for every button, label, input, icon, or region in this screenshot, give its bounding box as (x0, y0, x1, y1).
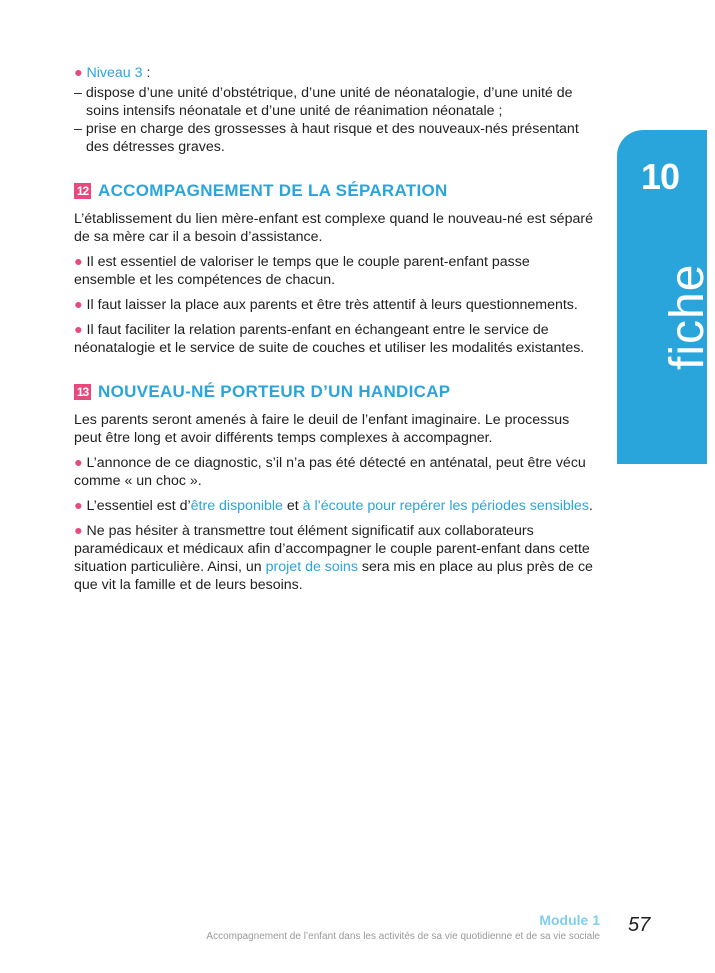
section-13-bullet-2-post: . (588, 498, 593, 514)
section-12-heading (74, 182, 594, 200)
highlight-projet-de-soins: projet de soins (265, 559, 358, 575)
bullet-icon: ● (74, 523, 83, 539)
niveau3-heading (74, 64, 594, 82)
section-13-bullet-1 (74, 454, 594, 490)
bullet-icon: ● (74, 322, 83, 338)
section-13-bullet-3-post: sera mis en place au plus près de ce que vit la famille et de leurs besoins. (74, 559, 593, 593)
section-13-bullet-2-mid: et (282, 498, 303, 514)
section-13-heading (74, 383, 594, 401)
section-12-bullet-3-text: Il faut faciliter la relation parents-enfant en échangeant entre le service de néonatalogie et le service de suite de couches et utiliser les modalités existantes. (74, 322, 585, 356)
page-number: 57 (628, 914, 651, 936)
fiche-word: fiche (661, 263, 714, 370)
section-12-number: 12 (74, 183, 91, 199)
footer-module: Module 1 (539, 912, 600, 928)
niveau3-item-2: – prise en charge des grossesses à haut risque et des nouveaux-nés présentant des détresses graves. (74, 121, 579, 155)
section-12-bullet-1-text: Il est essentiel de valoriser le temps que le couple parent-enfant passe ensemble et les compétences de chacun. (74, 254, 530, 288)
bullet-icon: ● (74, 254, 83, 270)
footer-subtitle: Accompagnement de l’enfant dans les activités de sa vie quotidienne et de sa vie sociale (206, 931, 600, 942)
section-13-title: NOUVEAU-NÉ PORTEUR D’UN HANDICAP (98, 382, 451, 401)
niveau3-label: Niveau 3 (86, 65, 143, 81)
section-13-bullet-3-pre: Ne pas hésiter à transmettre tout élément significatif aux collaborateurs paramédicaux et médicaux afin d’accompagner le couple parent-enfant dans cette situation particulière. Ainsi, un (74, 523, 590, 575)
section-13-bullet-2-pre: L’essentiel est d’ (86, 498, 191, 514)
section-12-intro: L’établissement du lien mère-enfant est complexe quand le nouveau-né est séparé de sa mère car il a besoin d’assistance. (74, 211, 593, 245)
bullet-icon: ● (74, 498, 83, 514)
section-12-bullet-2 (74, 296, 594, 314)
section-13-bullet-2 (74, 497, 594, 515)
section-13-bullet-1-text: L’annonce de ce diagnostic, s’il n’a pas été détecté en anténatal, peut être vécu comme « un choc ». (74, 455, 586, 489)
bullet-icon: ● (74, 455, 83, 471)
section-13-number: 13 (74, 384, 91, 400)
highlight-ecoute: à l’écoute pour repérer les périodes sensibles (302, 498, 589, 514)
niveau3-item-1: – dispose d’une unité d’obstétrique, d’une unité de néonatalogie, d’une unité de soins intensifs néonatale et d’une unité de réanimation néonatale ; (74, 85, 573, 119)
section-12-bullet-3 (74, 321, 594, 357)
fiche-number: 10 (640, 156, 680, 197)
section-13-bullet-3 (74, 522, 594, 594)
page-body (74, 64, 594, 601)
section-12-bullet-1 (74, 253, 594, 289)
bullet-icon: ● (74, 65, 83, 81)
section-12-bullet-2-text: Il faut laisser la place aux parents et être très attentif à leurs questionnements. (86, 297, 578, 313)
highlight-etre-disponible: être disponible (190, 498, 283, 514)
section-13-intro: Les parents seront amenés à faire le deuil de l’enfant imaginaire. Le processus peut être long et avoir différents temps complexes à accompagner. (74, 412, 570, 446)
section-12-title: ACCOMPAGNEMENT DE LA SÉPARATION (98, 181, 448, 200)
niveau3-colon: : (142, 65, 151, 81)
fiche-tab (617, 130, 714, 464)
bullet-icon: ● (74, 297, 83, 313)
